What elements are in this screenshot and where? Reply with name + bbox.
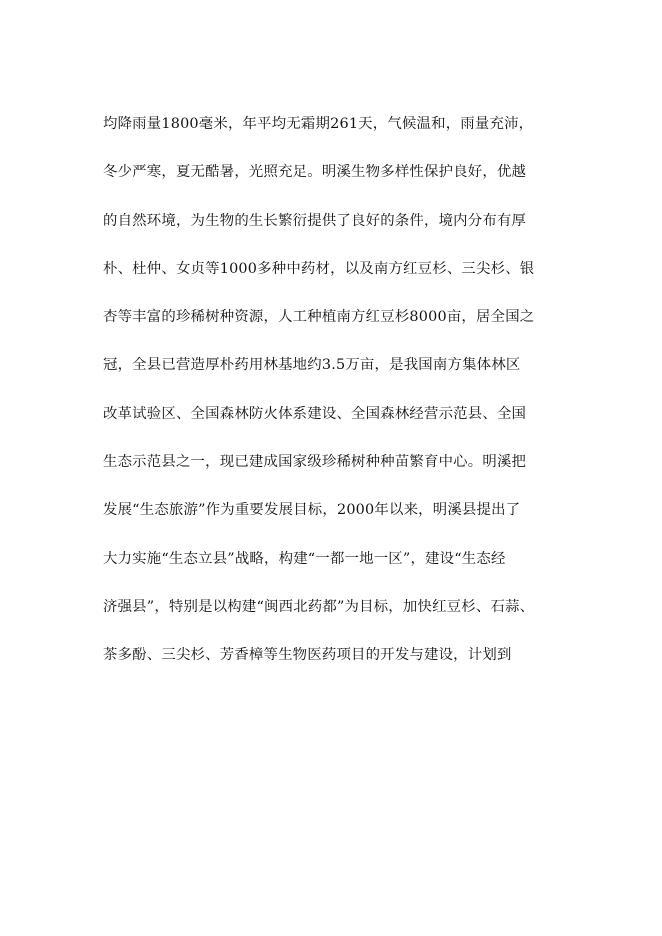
text-line-7: 改革试验区、全国森林防火体系建设、全国森林经营示范县、全国 bbox=[103, 405, 527, 422]
body-text bbox=[103, 111, 573, 691]
text-line-6: 冠，全县已营造厚朴药用林基地约3.5万亩，是我国南方集体林区 bbox=[103, 357, 521, 374]
text-line-4: 朴、杜仲、女贞等1000多种中药材，以及南方红豆杉、三尖杉、银 bbox=[103, 260, 535, 277]
text-line-8: 生态示范县之一，现已建成国家级珍稀树种种苗繁育中心。明溪把 bbox=[103, 454, 527, 471]
text-line-12: 茶多酚、三尖杉、芳香樟等生物医药项目的开发与建设，计划到 bbox=[103, 647, 512, 664]
text-line-10: 大力实施“生态立县”战略，构建“一都一地一区”，建设“生态经 bbox=[103, 550, 506, 567]
text-line-3: 的自然环境，为生物的生长繁衍提供了良好的条件，境内分布有厚 bbox=[103, 212, 527, 229]
text-line-11: 济强县”，特别是以构建“闽西北药都”为目标，加快红豆杉、石蒜、 bbox=[103, 598, 535, 615]
text-line-5: 杏等丰富的珍稀树种资源，人工种植南方红豆杉8000亩，居全国之 bbox=[103, 309, 535, 326]
text-line-2: 冬少严寒，夏无酷暑，光照充足。明溪生物多样性保护良好，优越 bbox=[103, 164, 527, 181]
text-line-1: 均降雨量1800毫米，年平均无霜期261天，气候温和，雨量充沛， bbox=[103, 116, 534, 132]
text-line-9: 发展“生态旅游”作为重要发展目标，2000年以来，明溪县提出了 bbox=[103, 502, 521, 519]
